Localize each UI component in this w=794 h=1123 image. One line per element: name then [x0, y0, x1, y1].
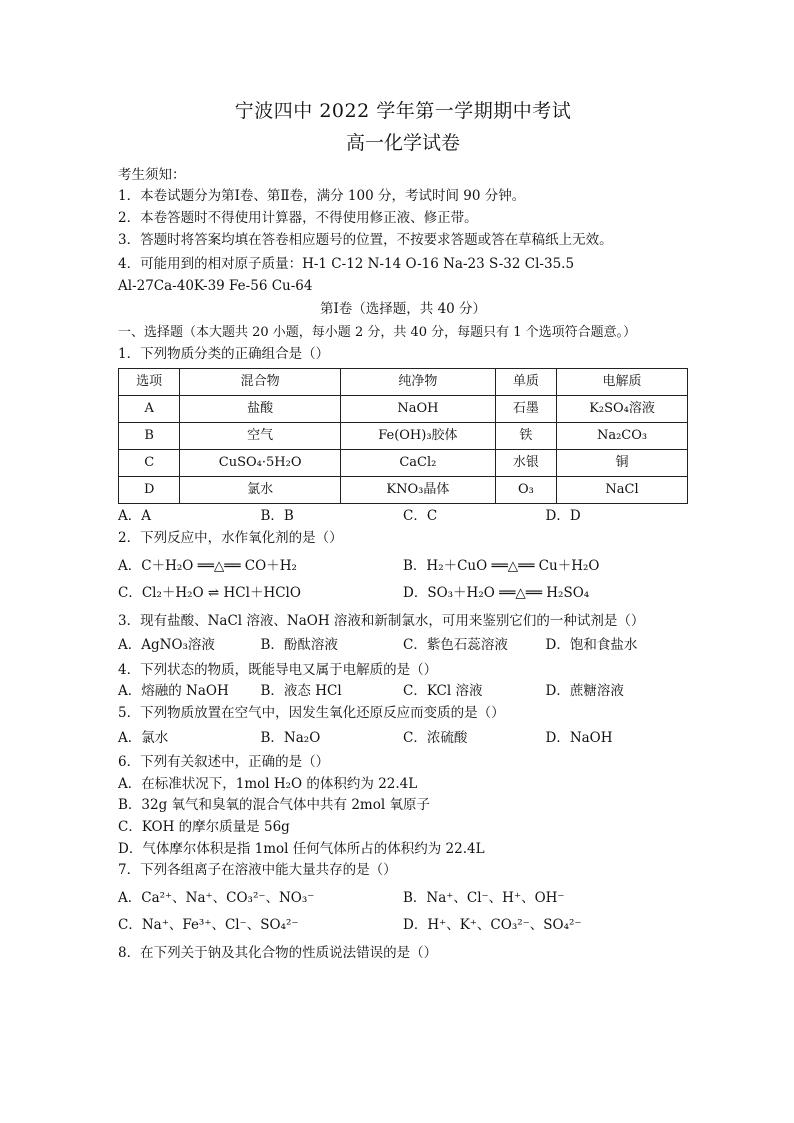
table-cell: C — [119, 450, 180, 477]
table-cell: Na₂CO₃ — [557, 423, 688, 450]
option-d: D．D — [545, 508, 581, 525]
table-cell: B — [119, 423, 180, 450]
table-cell: 盐酸 — [180, 396, 341, 423]
q3-options — [118, 635, 688, 657]
table-header: 电解质 — [557, 369, 688, 396]
option-a: A．熔融的 NaOH — [118, 683, 229, 700]
option-a: A．在标准状况下，1mol H₂O 的体积约为 22.4L — [118, 775, 418, 792]
option-c: C．紫色石蕊溶液 — [403, 637, 508, 654]
table-cell: 石墨 — [495, 396, 556, 423]
option-b: B．酚酞溶液 — [260, 637, 338, 654]
option-c: C．KCl 溶液 — [403, 683, 483, 700]
q2-options-row1 — [118, 556, 688, 578]
option-d: D．饱和食盐水 — [545, 637, 638, 654]
table-cell: 水银 — [495, 450, 556, 477]
notice-5: Al-27Ca-40K-39 Fe-56 Cu-64 — [118, 277, 313, 294]
exam-subtitle: 高一化学试卷 — [345, 132, 460, 155]
option-c: C．浓硫酸 — [403, 729, 468, 746]
q1-stem: 1．下列物质分类的正确组合是（） — [118, 345, 330, 362]
table-cell: D — [119, 477, 180, 504]
q1-options — [118, 506, 688, 528]
notice-2: 2．本卷答题时不得使用计算器，不得使用修正液、修正带。 — [118, 209, 478, 226]
table-cell: 铜 — [557, 450, 688, 477]
section1-title: 第Ⅰ卷（选择题，共 40 分） — [319, 301, 487, 318]
option-a: A．氯水 — [118, 729, 169, 746]
option-d: D．蔗糖溶液 — [545, 683, 624, 700]
notice-1: 1．本卷试题分为第Ⅰ卷、第Ⅱ卷，满分 100 分，考试时间 90 分钟。 — [118, 188, 526, 205]
q8-stem: 8．在下列关于钠及其化合物的性质说法错误的是（） — [118, 945, 438, 962]
option-b: B．32g 氧气和臭氧的混合气体中共有 2mol 氧原子 — [118, 797, 430, 814]
option-d: D．NaOH — [545, 729, 613, 746]
q7-options-row2 — [118, 915, 688, 937]
option-b: B．液态 HCl — [260, 683, 342, 700]
table-cell: 铁 — [495, 423, 556, 450]
option-b: B．H₂＋CuO ══△══ Cu＋H₂O — [403, 557, 600, 574]
table-cell: A — [119, 396, 180, 423]
option-c: C．C — [403, 508, 438, 525]
option-c: C．Na⁺、Fe³⁺、Cl⁻、SO₄²⁻ — [118, 917, 299, 934]
table-row — [119, 396, 688, 423]
q5-stem: 5．下列物质放置在空气中，因发生氧化还原反应而变质的是（） — [118, 705, 505, 722]
table-cell: KNO₃晶体 — [340, 477, 495, 504]
option-b: B．Na₂O — [260, 729, 321, 746]
q7-options-row1 — [118, 888, 688, 910]
table-cell: CaCl₂ — [340, 450, 495, 477]
table-cell: O₃ — [495, 477, 556, 504]
table-header: 混合物 — [180, 369, 341, 396]
table-header: 纯净物 — [340, 369, 495, 396]
option-c: C．Cl₂＋H₂O ⇌ HCl＋HClO — [118, 585, 301, 602]
option-a: A．C＋H₂O ══△══ CO＋H₂ — [118, 557, 297, 574]
q4-stem: 4．下列状态的物质，既能导电又属于电解质的是（） — [118, 661, 438, 678]
table-cell: Fe(OH)₃胶体 — [340, 423, 495, 450]
exam-title: 宁波四中 2022 学年第一学期期中考试 — [234, 100, 572, 122]
option-c: C．KOH 的摩尔质量是 56g — [118, 819, 290, 836]
section1-intro: 一、选择题（本大题共 20 小题，每小题 2 分，共 40 分，每题只有 1 个选项符合题意。） — [118, 324, 637, 340]
option-d: D．SO₃＋H₂O ══△══ H₂SO₄ — [403, 585, 590, 602]
table-cell: NaCl — [557, 477, 688, 504]
q3-stem: 3．现有盐酸、NaCl 溶液、NaOH 溶液和新制氯水，可用来鉴别它们的一种试剂是（） — [118, 612, 645, 629]
option-a: A．AgNO₃溶液 — [118, 637, 215, 654]
notice-heading: 考生须知： — [118, 166, 186, 183]
notice-3: 3．答题时将答案均填在答卷相应题号的位置，不按要求答题或答在草稿纸上无效。 — [118, 231, 613, 248]
table-cell: 空气 — [180, 423, 341, 450]
table-cell: 氯水 — [180, 477, 341, 504]
q7-stem: 7．下列各组离子在溶液中能大量共存的是（） — [118, 862, 397, 879]
option-d: D．气体摩尔体积是指 1mol 任何气体所占的体积约为 22.4L — [118, 840, 485, 857]
q2-options-row2 — [118, 583, 688, 605]
table-row — [119, 477, 688, 504]
q4-options — [118, 681, 688, 703]
table-cell: NaOH — [340, 396, 495, 423]
table-cell: CuSO₄·5H₂O — [180, 450, 341, 477]
table-header: 单质 — [495, 369, 556, 396]
option-b: B．B — [260, 508, 294, 525]
table-cell: K₂SO₄溶液 — [557, 396, 688, 423]
option-a: A．A — [118, 508, 151, 525]
option-b: B．Na⁺、Cl⁻、H⁺、OH⁻ — [403, 889, 565, 906]
exam-page — [118, 96, 688, 965]
q2-stem: 2．下列反应中，水作氧化剂的是（） — [118, 529, 343, 546]
table-row — [119, 423, 688, 450]
option-d: D．H⁺、K⁺、CO₃²⁻、SO₄²⁻ — [403, 917, 582, 934]
q5-options — [118, 728, 688, 750]
table-header-row — [119, 369, 688, 396]
table-row — [119, 450, 688, 477]
q1-table — [118, 368, 688, 504]
q6-stem: 6．下列有关叙述中，正确的是（） — [118, 754, 330, 771]
notice-4: 4．可能用到的相对原子质量：H-1 C-12 N-14 O-16 Na-23 S-32 Cl-35.5 — [118, 256, 575, 273]
option-a: A．Ca²⁺、Na⁺、CO₃²⁻、NO₃⁻ — [118, 889, 315, 906]
table-header: 选项 — [119, 369, 180, 396]
